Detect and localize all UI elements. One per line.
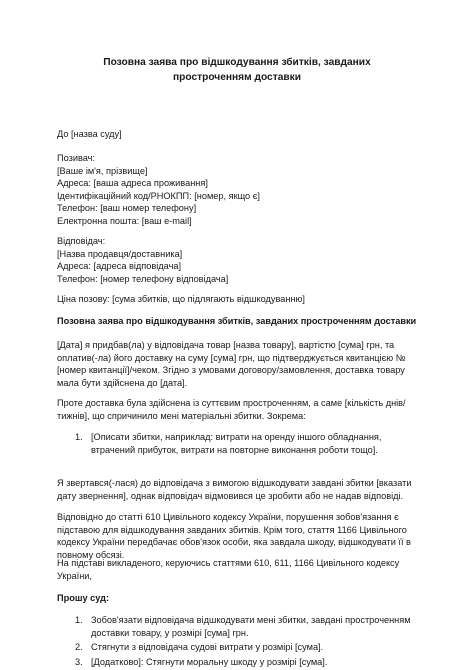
request-heading: Прошу суд: xyxy=(57,593,110,603)
defendant-phone: Телефон: [номер телефону відповідача] xyxy=(57,273,229,284)
plaintiff-phone: Телефон: [ваш номер телефону] xyxy=(57,203,197,214)
paragraph-basis: На підставі викладеного, керуючись статтями 610, 611, 1166 Цивільного кодексу України, xyxy=(57,558,400,581)
paragraph-delay: Проте доставка була здійснена із суттєвим простроченням, а саме [кількість днів/тижнів], що спричинило мені матеріальні збитки. Зокрема: xyxy=(57,398,406,421)
plaintiff-heading: Позивач: xyxy=(57,153,95,163)
losses-list xyxy=(57,431,422,458)
plaintiff-address: Адреса: [ваша адреса проживання] xyxy=(57,178,208,189)
defendant-address: Адреса: [адреса відповідача] xyxy=(57,261,182,272)
plaintiff-block xyxy=(57,152,422,228)
list-item-number: 1. xyxy=(75,432,83,442)
list-item xyxy=(57,641,422,654)
paragraph-purchase: [Дата] я придбав(ла) у відповідача товар [назва товару], вартістю [сума] грн, та оплатив(-ла) його доставку на суму [сума] грн, що підтверджується квитанцією №[номер квитанції]/чеком. Згідно з умовами договору/замовлення, доставка товару мала бути здійснена до [дата]. xyxy=(57,340,406,388)
plaintiff-name: [Ваше ім'я, прізвище] xyxy=(57,165,148,176)
list-item-number: 1. xyxy=(75,615,83,625)
section-subtitle: Позовна заява про відшкодування збитків, завданих простроченням доставки xyxy=(57,316,417,326)
plaintiff-id-code: Ідентифікаційний код/РНОКПП: [номер, якщо є] xyxy=(57,190,260,201)
plaintiff-email: Електронна пошта: [ваш e-mail] xyxy=(57,215,192,226)
list-item-text: [Описати збитки, наприклад: витрати на оренду іншого обладнання, втрачений прибуток, витрати на повторне виконання роботи тощо]. xyxy=(91,432,382,455)
defendant-name: [Назва продавця/доставника] xyxy=(57,248,183,259)
list-item-text: Стягнути з відповідача судові витрати у розмірі [сума]. xyxy=(91,642,324,653)
list-item xyxy=(57,614,422,639)
list-item-text: [Додатково]: Стягнути моральну шкоду у розмірі [сума]. xyxy=(91,656,328,667)
list-item-number: 2. xyxy=(75,642,83,653)
requests-list xyxy=(57,614,422,670)
defendant-heading: Відповідач: xyxy=(57,236,106,246)
list-item-text: Зобов'язати відповідача відшкодувати мені збитки, завдані простроченням доставки товару, у розмірі [сума] грн. xyxy=(91,615,411,638)
paragraph-demand: Я звертався(-лася) до відповідача з вимогою відшкодувати завдані збитки [вказати дату звернення], однак відповідач відмовився це зробити або не надав відповіді. xyxy=(57,478,412,501)
list-item xyxy=(57,656,422,669)
court-line: До [назва суду] xyxy=(57,129,122,139)
document-title: Позовна заява про відшкодування збитків, завданих простроченням доставки xyxy=(103,57,371,83)
list-item-number: 3. xyxy=(75,656,83,667)
claim-price: Ціна позову: [сума збитків, що підлягають відшкодуванню] xyxy=(57,294,305,304)
defendant-block xyxy=(57,235,422,285)
list-item xyxy=(57,431,422,456)
paragraph-law: Відповідно до статті 610 Цивільного кодексу України, порушення зобов'язання є підставою для відшкодування завданих збитків. Крім того, стаття 1166 Цивільного кодексу України передбачає обов'язок особи, яка завдала шкоду, відшкодувати її в повному обсязі. xyxy=(57,512,411,560)
